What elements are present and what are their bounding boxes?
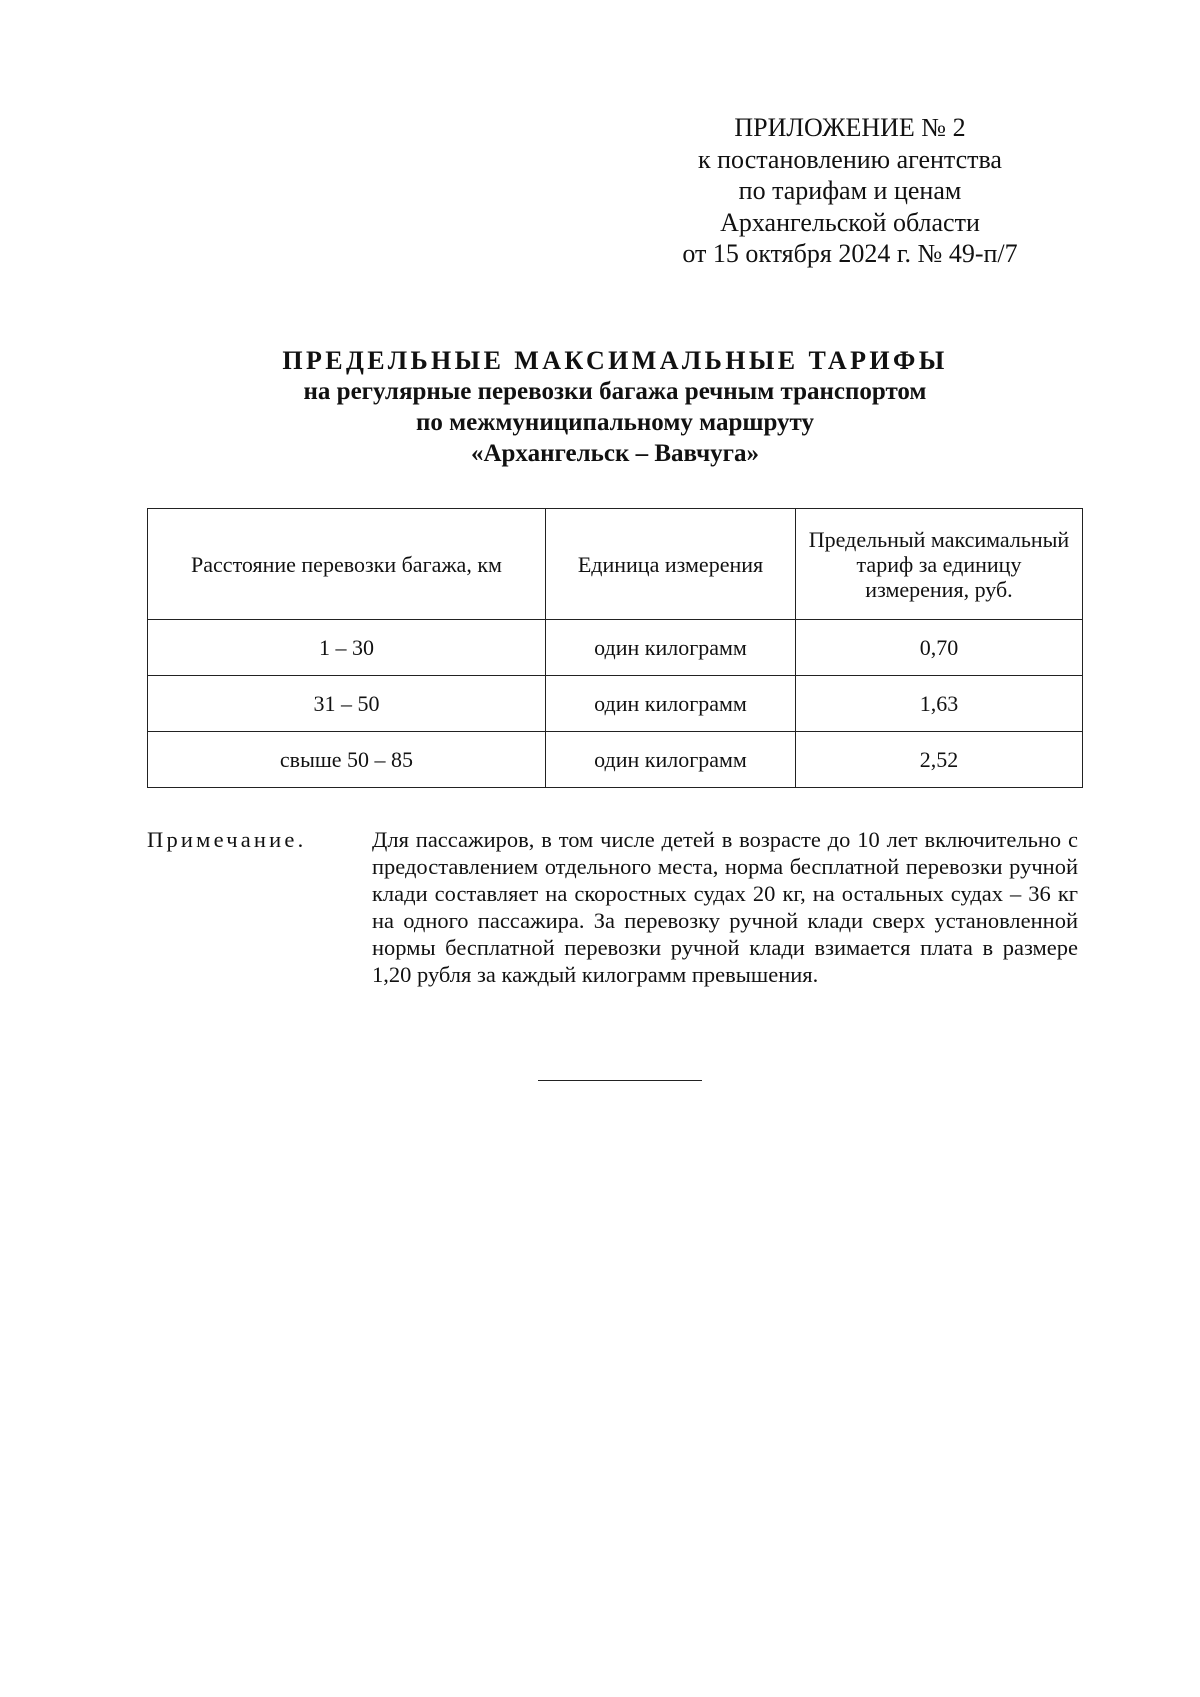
cell-distance: 1 – 30 bbox=[148, 620, 546, 676]
cell-distance: свыше 50 – 85 bbox=[148, 732, 546, 788]
title-sub-line-2: по межмуниципальному маршруту bbox=[415, 409, 815, 436]
appendix-number: ПРИЛОЖЕНИЕ № 2 bbox=[734, 113, 966, 142]
table-row bbox=[148, 732, 1083, 788]
cell-tariff: 1,63 bbox=[796, 676, 1083, 732]
table-row bbox=[148, 676, 1083, 732]
appendix-ref-line-2: по тарифам и ценам bbox=[738, 176, 962, 205]
title-sub-line-1: на регулярные перевозки багажа речным транспортом bbox=[303, 378, 927, 405]
cell-unit: один килограмм bbox=[546, 676, 796, 732]
note-label: Примечание. bbox=[147, 827, 307, 852]
header-tariff: Предельный максимальный тариф за единицу измерения, руб. bbox=[796, 509, 1083, 620]
cell-unit: один килограмм bbox=[546, 620, 796, 676]
appendix-ref-line-3: Архангельской области bbox=[720, 207, 980, 237]
header-distance: Расстояние перевозки багажа, км bbox=[148, 509, 546, 620]
document-title bbox=[150, 345, 1080, 469]
cell-tariff: 2,52 bbox=[796, 732, 1083, 788]
cell-tariff: 0,70 bbox=[796, 620, 1083, 676]
end-divider bbox=[538, 1080, 702, 1081]
cell-unit: один килограмм bbox=[546, 732, 796, 788]
title-route: «Архангельск – Вавчуга» bbox=[470, 440, 760, 467]
appendix-block bbox=[660, 112, 1040, 270]
appendix-date-number: от 15 октября 2024 г. № 49-п/7 bbox=[682, 239, 1018, 268]
title-main: ПРЕДЕЛЬНЫЕ МАКСИМАЛЬНЫЕ ТАРИФЫ bbox=[282, 346, 948, 375]
header-unit: Единица измерения bbox=[546, 509, 796, 620]
cell-distance: 31 – 50 bbox=[148, 676, 546, 732]
appendix-ref-line-1: к постановлению агентства bbox=[698, 144, 1002, 174]
table-header-row bbox=[148, 509, 1083, 620]
note-text: Для пассажиров, в том числе детей в возрасте до 10 лет включительно с предоставлением отдельного места, норма бесплатной перевозки ручной клади составляет на скоростных судах 20 кг, на остальных судах – 36 кг на одного пассажира. За перевозку ручной клади сверх установленной нормы бесплатной перевозки ручной клади взимается плата в размере 1,20 рубля за каждый килограмм превышения. bbox=[372, 827, 1078, 987]
table-row bbox=[148, 620, 1083, 676]
tariff-table bbox=[147, 508, 1083, 788]
